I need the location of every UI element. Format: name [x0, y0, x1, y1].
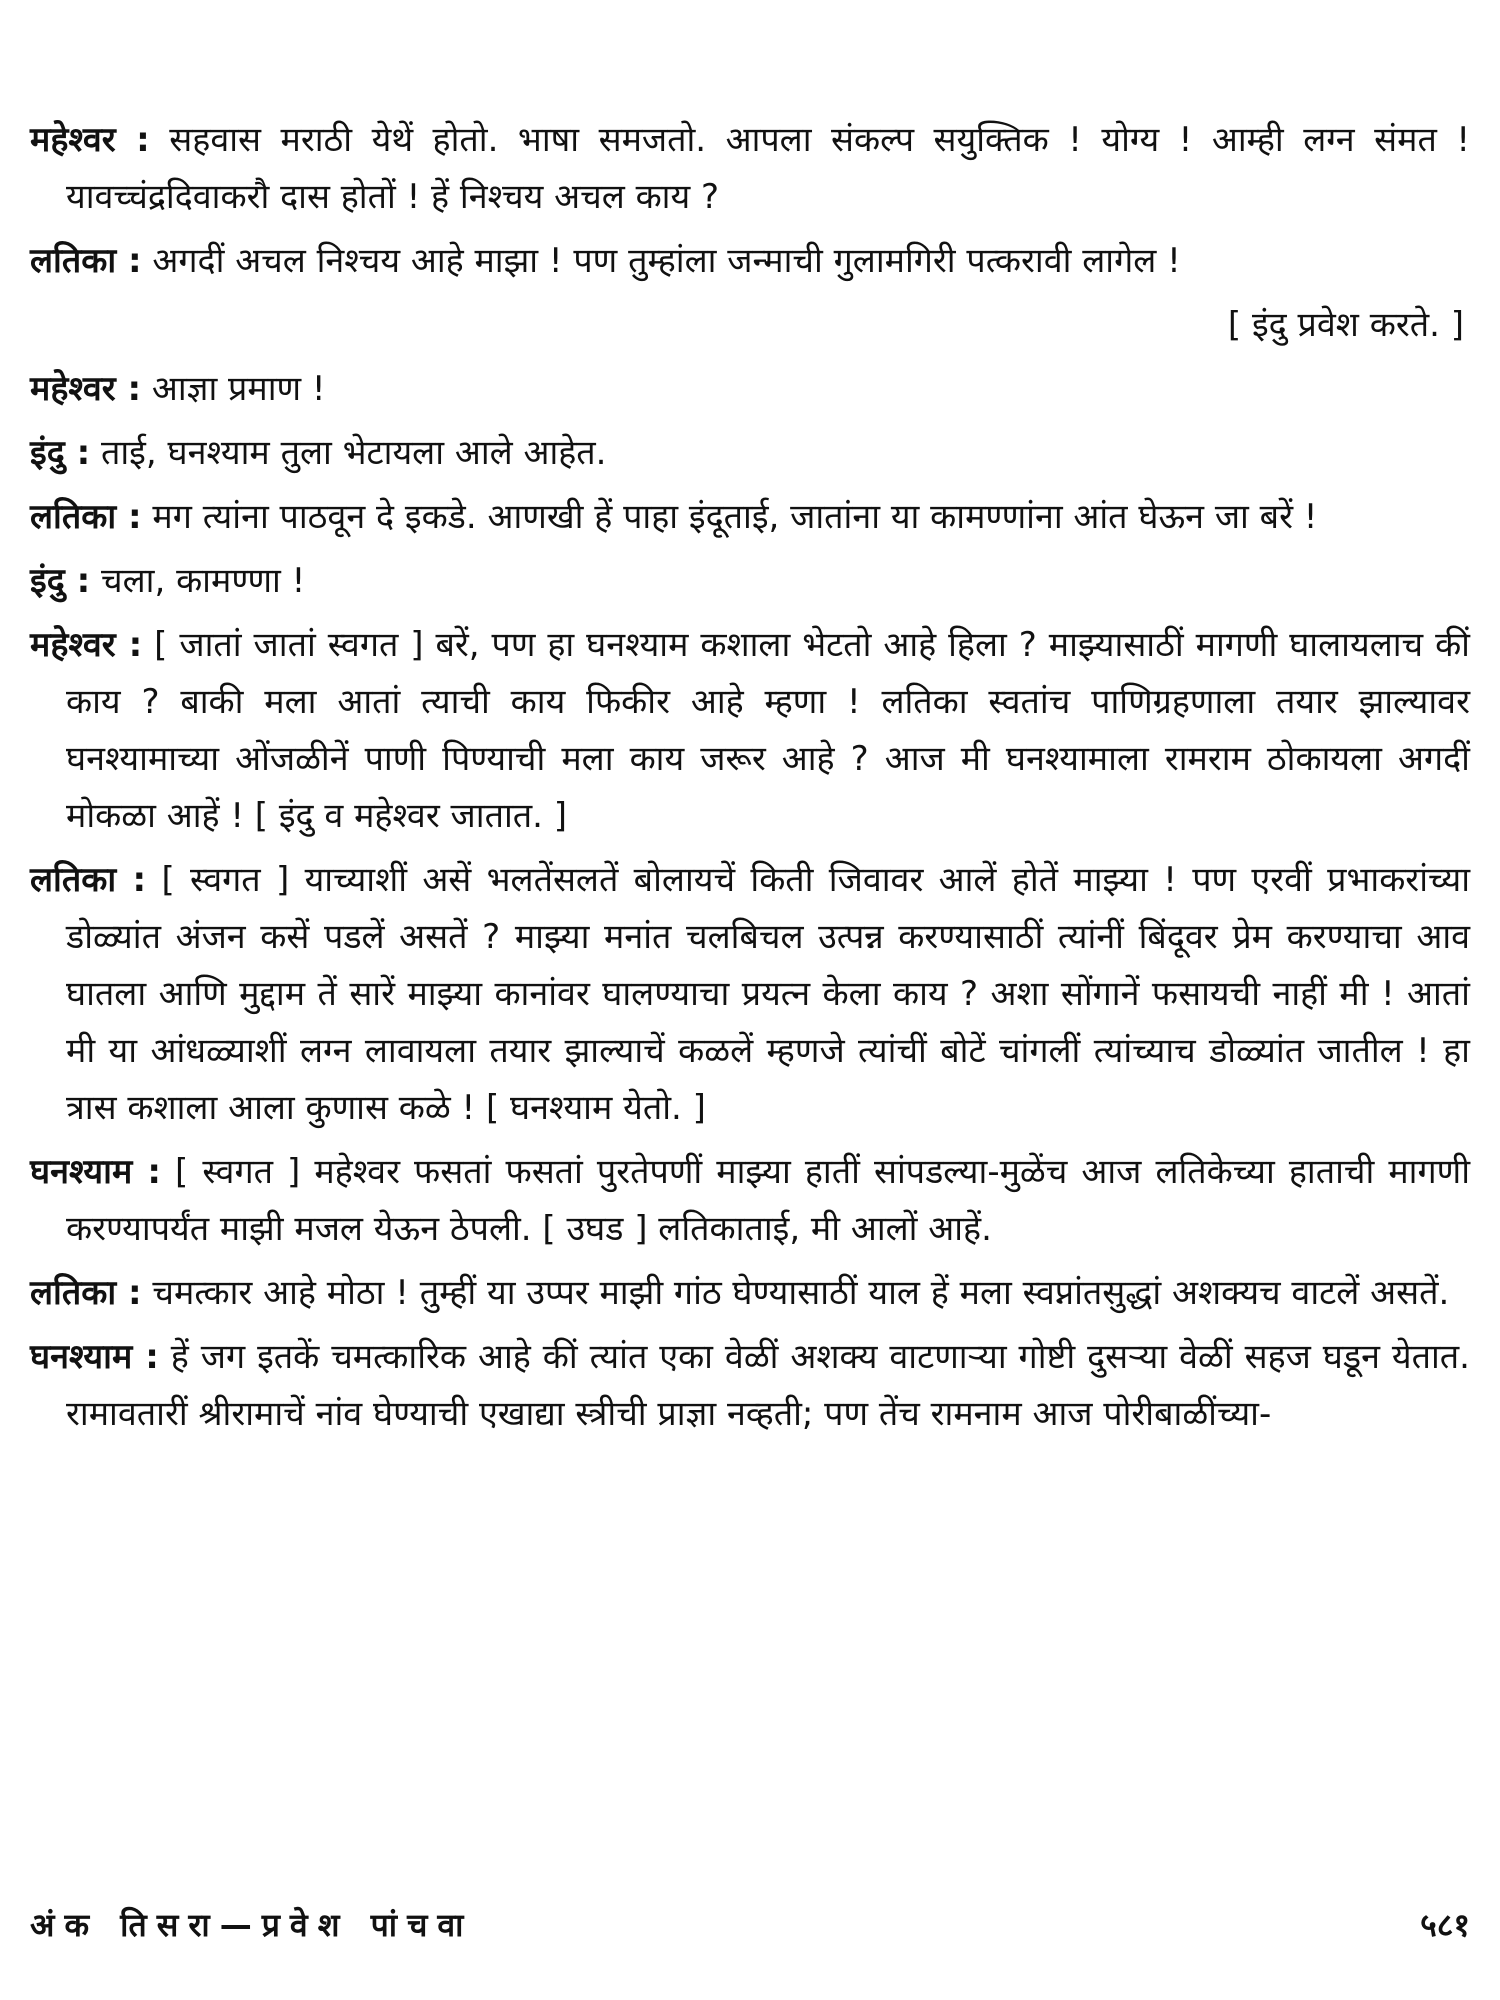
speech-text: हें जग इतकें चमत्कारिक आहे कीं त्यांत एका वेळीं अशक्य वाटणाऱ्या गोष्टी दुसऱ्या वेळीं सहज घडून येतात. रामावतारीं श्रीरामाचें नांव घेण्याची एखाद्या स्त्रीची प्राज्ञा नव्हती; पण तेंच रामनाम आज पोरीबाळींच्या-: [66, 1337, 1470, 1434]
speech-text: मग त्यांना पाठवून दे इकडे. आणखी हें पाहा इंदूताई, जातांना या कामण्णांना आंत घेऊन जा बरें !: [152, 497, 1318, 537]
speech-text: चला, कामण्णा !: [101, 561, 306, 601]
speech-block: [30, 852, 1470, 1137]
speech-block: [30, 112, 1470, 226]
speech-block: [30, 1144, 1470, 1258]
speech-text: ताई, घनश्याम तुला भेटायला आले आहेत.: [101, 433, 607, 473]
speaker-name: लतिका :: [30, 860, 147, 900]
speech-text: [ स्वगत ] याच्याशीं असें भलतेंसलतें बोलायचें किती जिवावर आलें होतें माझ्या ! पण एरवीं प्रभाकरांच्या डोळ्यांत अंजन कसें पडलें असतें ? माझ्या मनांत चलबिचल उत्पन्न करण्यासाठीं त्यांनीं बिंदूवर प्रेम करण्याचा आव घातला आणि मुद्दाम तें सारें माझ्या कानांवर घालण्याचा प्रयत्न केला काय ? अशा सोंगानें फसायची नाहीं मी ! आतां मी या आंधळ्याशीं लग्न लावायला तयार झाल्याचें कळलें म्हणजे त्यांचीं बोटें चांगलीं त्यांच्याच डोळ्यांत जातील ! हा त्रास कशाला आला कुणास कळे ! [ घनश्याम येतो. ]: [66, 860, 1471, 1128]
speech-block: [30, 1265, 1470, 1322]
speaker-name: इंदु :: [30, 433, 91, 473]
speech-text: [ स्वगत ] महेश्वर फसतां फसतां पुरतेपणीं माझ्या हातीं सांपडल्या-मुळेंच आज लतिकेच्या हाताची मागणी करण्यापर्यंत माझी मजल येऊन ठेपली. [ उघड ] लतिकाताई, मी आलों आहें.: [66, 1152, 1470, 1249]
play-text: [30, 112, 1470, 1450]
speaker-name: लतिका :: [30, 497, 142, 537]
speech-text: [ जातां जातां स्वगत ] बरें, पण हा घनश्याम कशाला भेटतो आहे हिला ? माझ्यासाठीं मागणी घालायलाच कीं काय ? बाकी मला आतां त्याची काय फिकीर आहे म्हणा ! लतिका स्वतांच पाणिग्रहणाला तयार झाल्यावर घनश्यामाच्या ओंजळीनें पाणी पिण्याची मला काय जरूर आहे ? आज मी घनश्यामाला रामराम ठोकायला अगदीं मोकळा आहें ! [ इंदु व महेश्वर जातात. ]: [66, 625, 1470, 836]
speaker-name: महेश्वर :: [30, 369, 142, 409]
speaker-name: लतिका :: [30, 1273, 142, 1313]
speech-block: [30, 1329, 1470, 1443]
speech-text: अगदीं अचल निश्चय आहे माझा ! पण तुम्हांला जन्माची गुलामगिरी पत्करावी लागेल !: [152, 241, 1181, 281]
act-scene-title: अंक तिसरा—प्रवेश पांचवा: [30, 1906, 474, 1944]
speech-text: आज्ञा प्रमाण !: [151, 369, 326, 409]
page-footer: [30, 1900, 1470, 1950]
speech-block: [30, 361, 1470, 418]
speech-block: [30, 489, 1470, 546]
speech-text: सहवास मराठी येथें होतो. भाषा समजतो. आपला संकल्प सयुक्तिक ! योग्य ! आम्ही लग्न संमत ! यावच्चंद्रदिवाकरौ दास होतों ! हें निश्चय अचल काय ?: [66, 120, 1470, 217]
speech-block: [30, 233, 1470, 290]
speech-text: चमत्कार आहे मोठा ! तुम्हीं या उप्पर माझी गांठ घेण्यासाठीं याल हें मला स्वप्नांतसुद्धां अशक्यच वाटलें असतें.: [152, 1273, 1450, 1313]
speech-block: [30, 617, 1470, 845]
speaker-name: इंदु :: [30, 561, 91, 601]
speaker-name: महेश्वर :: [30, 625, 143, 665]
speech-block: [30, 425, 1470, 482]
stage-direction: [ इंदु प्रवेश करते. ]: [1227, 305, 1464, 345]
speaker-name: घनश्याम :: [30, 1152, 161, 1192]
speaker-name: लतिका :: [30, 241, 142, 281]
speaker-name: महेश्वर :: [30, 120, 150, 160]
speaker-name: घनश्याम :: [30, 1337, 159, 1377]
speech-block: [30, 553, 1470, 610]
page-number: ५८१: [1420, 1906, 1470, 1944]
